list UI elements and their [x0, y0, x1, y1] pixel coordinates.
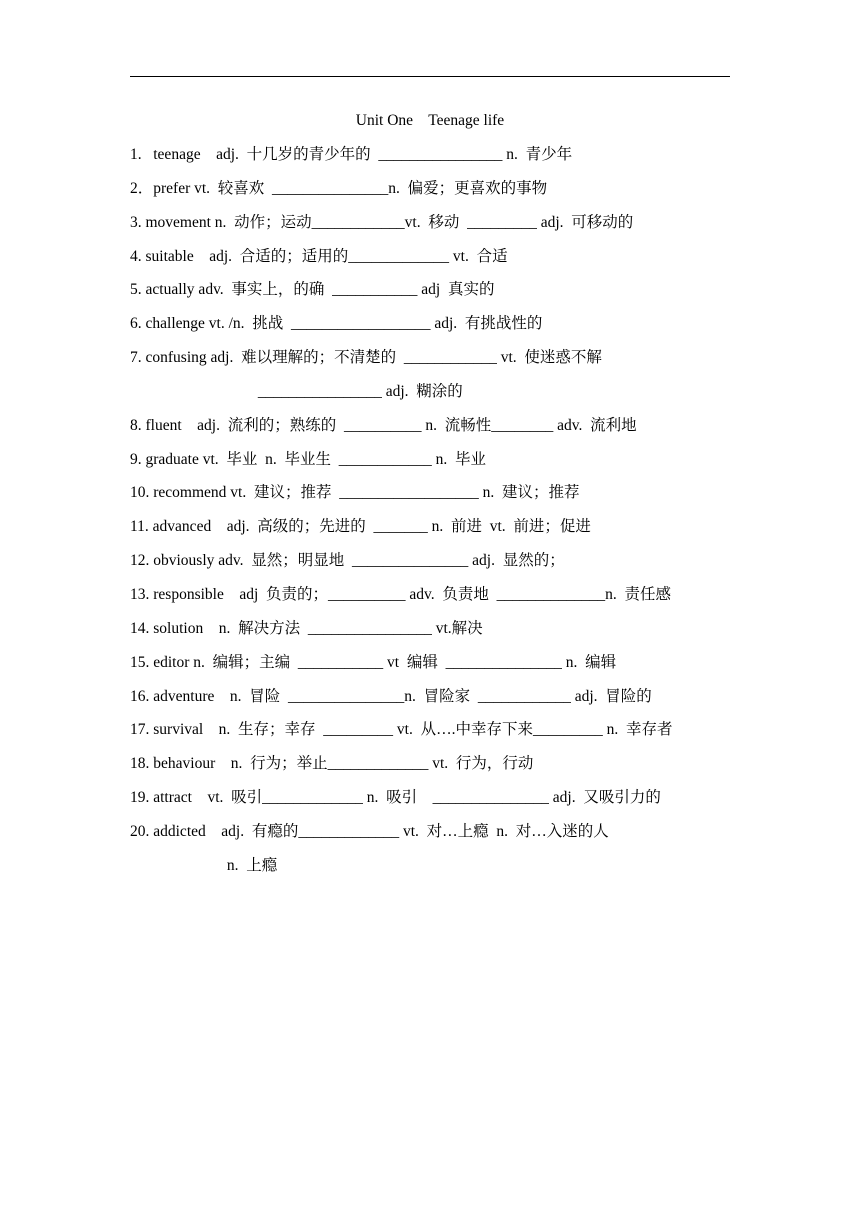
vocab-line-13: 13. responsible adj 负责的；__________ adv. 负责地 ______________n. 责任感 [130, 585, 672, 603]
vocab-line-20: 20. addicted adj. 有瘾的_____________ vt. 对…上瘾 n. 对…入迷的人 [130, 822, 609, 840]
vocab-line-20-continuation: n. 上瘾 [130, 856, 278, 874]
vocab-line-11: 11. advanced adj. 高级的；先进的 _______ n. 前进 vt. 前进；促进 [130, 518, 591, 536]
vocab-line-6: 6. challenge vt. /n. 挑战 __________________ adj. 有挑战性的 [130, 315, 543, 333]
vocab-line-8: 8. fluent adj. 流利的；熟练的 __________ n. 流畅性________ adv. 流利地 [130, 416, 637, 434]
vocab-line-9: 9. graduate vt. 毕业 n. 毕业生 ____________ n. 毕业 [130, 450, 487, 468]
vocabulary-list [130, 145, 750, 890]
vocab-line-17: 17. survival n. 生存；幸存 _________ vt. 从….中幸存下来_________ n. 幸存者 [130, 721, 673, 739]
vocab-line-10: 10. recommend vt. 建议；推荐 __________________ n. 建议；推荐 [130, 484, 580, 502]
vocab-line-15: 15. editor n. 编辑；主编 ___________ vt 编辑 _______________ n. 编辑 [130, 653, 617, 671]
vocab-line-2: 2．prefer vt. 较喜欢 _______________n. 偏爱；更喜欢的事物 [130, 179, 548, 197]
vocab-line-19: 19. attract vt. 吸引_____________ n. 吸引 _______________ adj. 又吸引力的 [130, 789, 661, 807]
header-rule [130, 76, 730, 77]
vocab-line-7: 7. confusing adj. 难以理解的；不清楚的 ____________ vt. 使迷惑不解 [130, 349, 602, 367]
vocab-line-16: 16. adventure n. 冒险 _______________n. 冒险家 ____________ adj. 冒险的 [130, 687, 652, 705]
vocab-line-5: 5. actually adv. 事实上，的确 ___________ adj 真实的 [130, 281, 495, 299]
vocab-line-12: 12. obviously adv. 显然；明显地 _______________ adj. 显然的； [130, 552, 565, 570]
vocab-line-18: 18. behaviour n. 行为；举止_____________ vt. 行为，行动 [130, 755, 534, 773]
page-title: Unit One Teenage life [355, 112, 505, 129]
vocab-line-7-continuation: ________________ adj. 糊涂的 [130, 382, 463, 400]
vocab-line-1: 1. teenage adj. 十几岁的青少年的 ________________ n. 青少年 [130, 146, 573, 163]
vocab-line-3: 3. movement n. 动作；运动____________vt. 移动 _________ adj. 可移动的 [130, 213, 634, 231]
vocab-line-14: 14. solution n. 解决方法 ________________ vt.解决 [130, 619, 483, 637]
vocab-line-4: 4. suitable adj. 合适的；适用的_____________ vt. 合适 [130, 247, 508, 265]
